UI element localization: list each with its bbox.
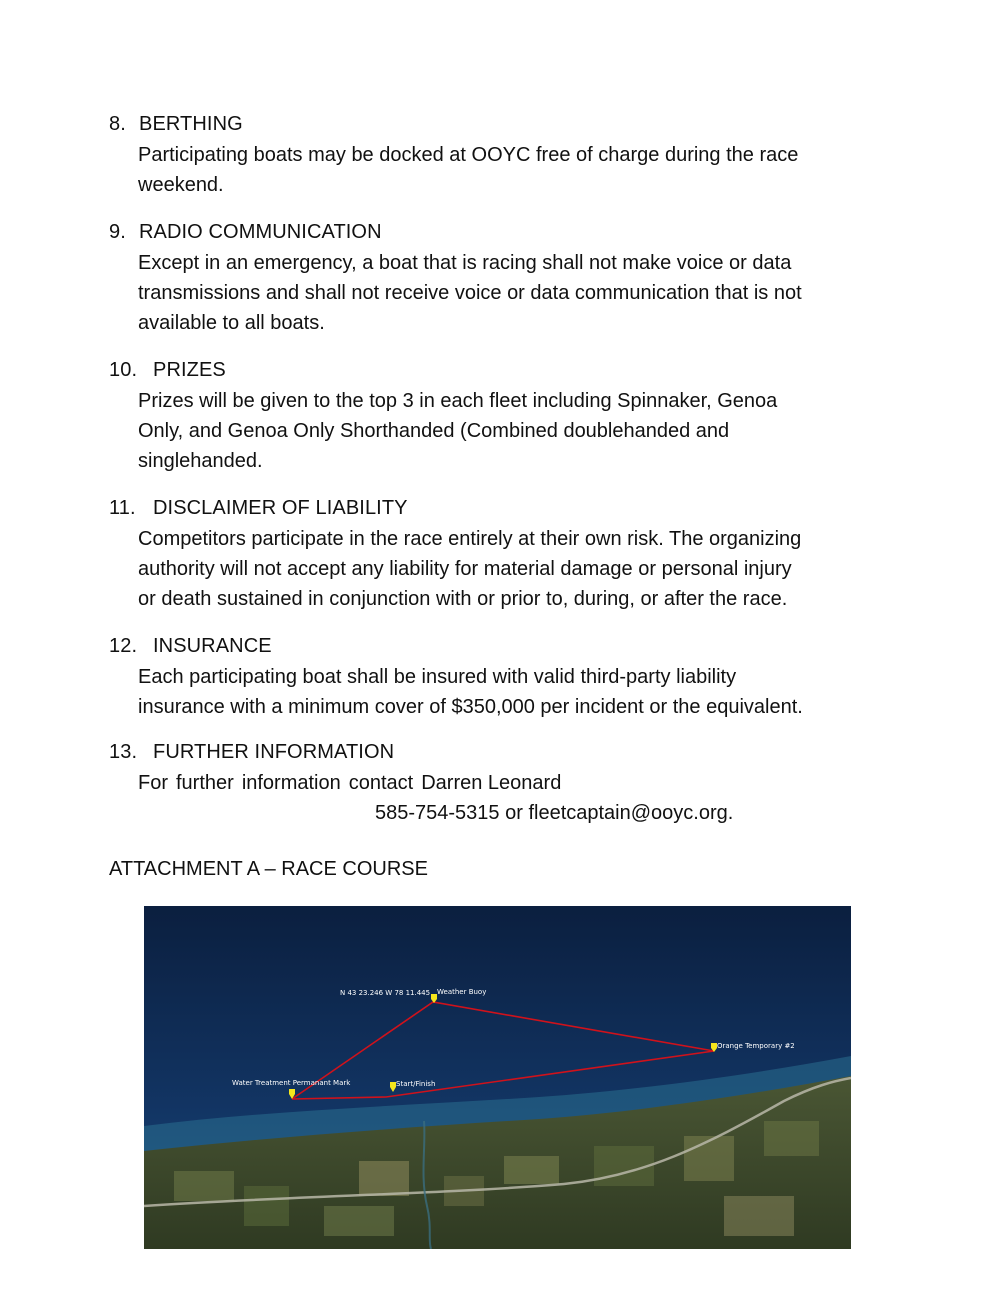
body-line: Each participating boat shall be insured with valid third-party liability — [138, 666, 737, 688]
field-patch — [174, 1171, 234, 1201]
contact-line — [138, 768, 909, 798]
race-course-map — [144, 906, 851, 1249]
section-number: 10. — [109, 359, 138, 381]
section-heading — [109, 358, 909, 382]
coordinate-label: N 43 23.246 W 78 11.445 — [340, 989, 431, 997]
contact-word: further — [176, 772, 234, 794]
contact-details: 585-754-5315 or fleetcaptain@ooyc.org. — [375, 802, 734, 824]
section-title: DISCLAIMER OF LIABILITY — [153, 497, 408, 519]
body-line: or death sustained in conjunction with or prior to, during, or after the race. — [138, 588, 788, 610]
section-title: PRIZES — [153, 359, 226, 381]
body-line: Except in an emergency, a boat that is racing shall not make voice or data — [138, 252, 792, 274]
section-body — [138, 662, 909, 722]
section-heading — [109, 496, 909, 520]
section-body — [138, 248, 909, 338]
section-title: BERTHING — [139, 113, 243, 135]
body-line: Competitors participate in the race entirely at their own risk. The organizing — [138, 528, 802, 550]
body-line: Only, and Genoa Only Shorthanded (Combined doublehanded and — [138, 420, 730, 442]
body-line: insurance with a minimum cover of $350,000 per incident or the equivalent. — [138, 696, 803, 718]
contact-name: Darren Leonard — [421, 772, 562, 794]
marker-label: Start/Finish — [396, 1080, 436, 1088]
contact-word: For — [138, 772, 168, 794]
body-line: transmissions and shall not receive voice or data communication that is not — [138, 282, 802, 304]
section-heading — [109, 220, 909, 244]
body-line: available to all boats. — [138, 312, 325, 334]
section-body — [138, 386, 909, 476]
section-number: 13. — [109, 741, 138, 763]
section-heading — [109, 740, 909, 764]
section-number: 11. — [109, 497, 136, 519]
section-prizes — [109, 358, 909, 476]
attachment-title: ATTACHMENT A – RACE COURSE — [109, 858, 428, 880]
section-body — [138, 140, 909, 200]
section-further-information — [109, 740, 909, 828]
section-heading — [109, 634, 909, 658]
section-body — [138, 768, 909, 828]
field-patch — [764, 1121, 819, 1156]
section-number: 9. — [109, 221, 126, 243]
marker-label: Weather Buoy — [437, 988, 487, 996]
marker-label: Orange Temporary #2 — [717, 1042, 795, 1050]
section-body — [138, 524, 909, 614]
body-line: authority will not accept any liability for material damage or personal injury — [138, 558, 792, 580]
field-patch — [684, 1136, 734, 1181]
body-line: Participating boats may be docked at OOYC free of charge during the race — [138, 144, 799, 166]
section-title: FURTHER INFORMATION — [153, 741, 395, 763]
section-title: INSURANCE — [153, 635, 272, 657]
section-disclaimer-of-liability — [109, 496, 909, 614]
section-berthing — [109, 112, 909, 200]
field-patch — [324, 1206, 394, 1236]
section-heading — [109, 112, 909, 136]
body-line: weekend. — [138, 174, 224, 196]
marker-label: Water Treatment Permanant Mark — [232, 1079, 351, 1087]
section-number: 12. — [109, 635, 138, 657]
contact-word: contact — [348, 772, 414, 794]
section-title: RADIO COMMUNICATION — [139, 221, 382, 243]
section-number: 8. — [109, 113, 126, 135]
contact-word: information — [241, 772, 341, 794]
section-insurance — [109, 634, 909, 722]
body-line: singlehanded. — [138, 450, 263, 472]
field-patch — [244, 1186, 289, 1226]
field-patch — [504, 1156, 559, 1184]
field-patch — [359, 1161, 409, 1196]
field-patch — [724, 1196, 794, 1236]
section-radio-communication — [109, 220, 909, 338]
race-course-map-image — [144, 906, 851, 1249]
body-line: Prizes will be given to the top 3 in each fleet including Spinnaker, Genoa — [138, 390, 778, 412]
